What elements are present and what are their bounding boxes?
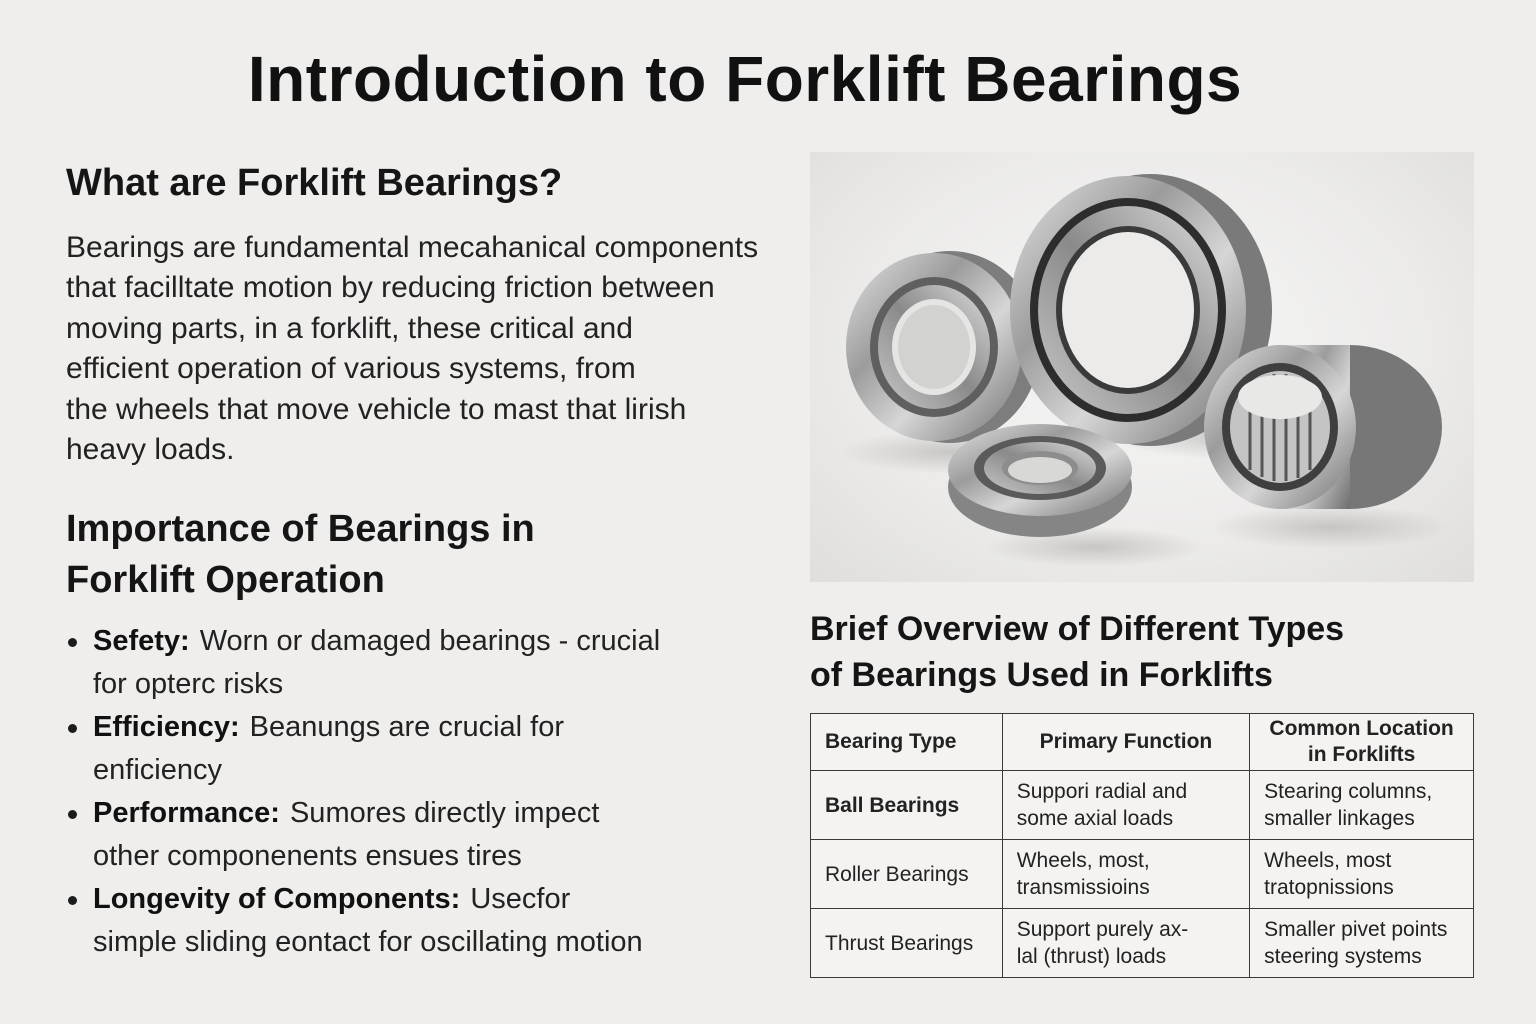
intro-paragraph: [66, 228, 806, 470]
bullet-continuation: other componenents ensues tires: [93, 840, 522, 872]
importance-list: [66, 620, 786, 964]
intro-line: Bearings are fundamental mecahanical components: [66, 231, 759, 264]
header-primary-function: Primary Function: [1002, 714, 1249, 771]
table-row: [811, 840, 1474, 909]
bullet-term: Performance:: [93, 797, 280, 829]
page-title: Introduction to Forklift Bearings: [247, 43, 1243, 115]
bearings-photo: [810, 152, 1474, 582]
table-row: [811, 909, 1474, 978]
cell-function: [1002, 909, 1249, 978]
bullet-performance: [66, 792, 786, 878]
bullet-text: Beanungs are crucial for: [249, 711, 565, 743]
bullet-text: Sumores directly impect: [289, 797, 600, 829]
cell-type: Thrust Bearings: [811, 909, 1003, 978]
bullet-term: Longevity of Components:: [93, 883, 461, 915]
ball-bearing-left: [846, 251, 1040, 443]
table-row: [811, 771, 1474, 840]
bullet-line: [93, 706, 786, 749]
intro-line: efficient operation of various systems, from: [66, 352, 636, 386]
bearing-types-table: [810, 713, 1474, 978]
bearings-illustration: [810, 152, 1474, 582]
cell-function: [1002, 771, 1249, 840]
bullet-line: [93, 792, 786, 835]
header-bearing-type: Bearing Type: [811, 714, 1003, 771]
bullet-term: Efficiency:: [93, 711, 240, 743]
cell-line: Smaller pivet points: [1264, 918, 1448, 941]
header-common-location: [1250, 714, 1474, 771]
cell-type: Ball Bearings: [811, 771, 1003, 840]
bullet-text: Worn or damaged bearings - crucial: [199, 625, 661, 657]
intro-line: moving parts, in a forklift, these critical and: [66, 311, 633, 345]
intro-line: the wheels that move vehicle to mast that lirish: [66, 392, 687, 426]
cell-location: [1250, 909, 1474, 978]
cell-line: lal (thrust) loads: [1016, 945, 1167, 968]
cell-line: smaller linkages: [1264, 807, 1415, 830]
bullet-longevity: [66, 878, 786, 964]
bullet-continuation: simple sliding eontact for oscillating motion: [93, 926, 643, 958]
bullet-line: [93, 620, 786, 663]
intro-line: heavy loads.: [66, 433, 235, 467]
needle-roller-bearing: [1204, 345, 1442, 509]
bullet-continuation: enficiency: [93, 754, 222, 786]
cell-type: Roller Bearings: [811, 840, 1003, 909]
cell-line: Suppori radial and: [1016, 780, 1188, 803]
bullet-dot-icon: [68, 810, 77, 819]
overview-heading-line: Brief Overview of Different Types: [810, 610, 1345, 648]
bullet-safety: [66, 620, 786, 706]
bullet-dot-icon: [68, 896, 77, 905]
bullet-dot-icon: [68, 638, 77, 647]
cell-location: [1250, 840, 1474, 909]
bullet-dot-icon: [68, 724, 77, 733]
importance-heading: [66, 504, 535, 606]
ball-bearing-bottom: [948, 424, 1132, 537]
bullet-continuation: for opterc risks: [93, 668, 284, 700]
importance-heading-line: Forklift Operation: [66, 559, 385, 601]
overview-heading-line: of Bearings Used in Forklifts: [810, 656, 1273, 694]
cell-line: Stearing columns,: [1264, 780, 1433, 803]
what-heading: What are Forklift Bearings?: [66, 162, 563, 204]
cell-function: [1002, 840, 1249, 909]
intro-line: that facilltate motion by reducing friction between: [66, 271, 715, 305]
bullet-text: Usecfor: [470, 883, 571, 915]
cell-line: Support purely ax-: [1016, 918, 1189, 941]
cell-line: transmissioins: [1016, 876, 1150, 899]
bullet-term: Sefety:: [93, 625, 190, 657]
cell-line: some axial loads: [1016, 807, 1174, 830]
header-line: in Forklifts: [1307, 743, 1416, 766]
cell-line: Wheels, most,: [1016, 849, 1150, 872]
header-line: Common Location: [1269, 717, 1454, 740]
importance-heading-line: Importance of Bearings in: [66, 508, 535, 550]
overview-heading: [810, 606, 1344, 698]
cell-line: Wheels, most: [1264, 849, 1392, 872]
table-header-row: [811, 714, 1474, 771]
bullet-efficiency: [66, 706, 786, 792]
cell-line: tratopnissions: [1264, 876, 1394, 899]
cell-location: [1250, 771, 1474, 840]
bullet-line: [93, 878, 786, 921]
cell-line: steering systems: [1264, 945, 1422, 968]
